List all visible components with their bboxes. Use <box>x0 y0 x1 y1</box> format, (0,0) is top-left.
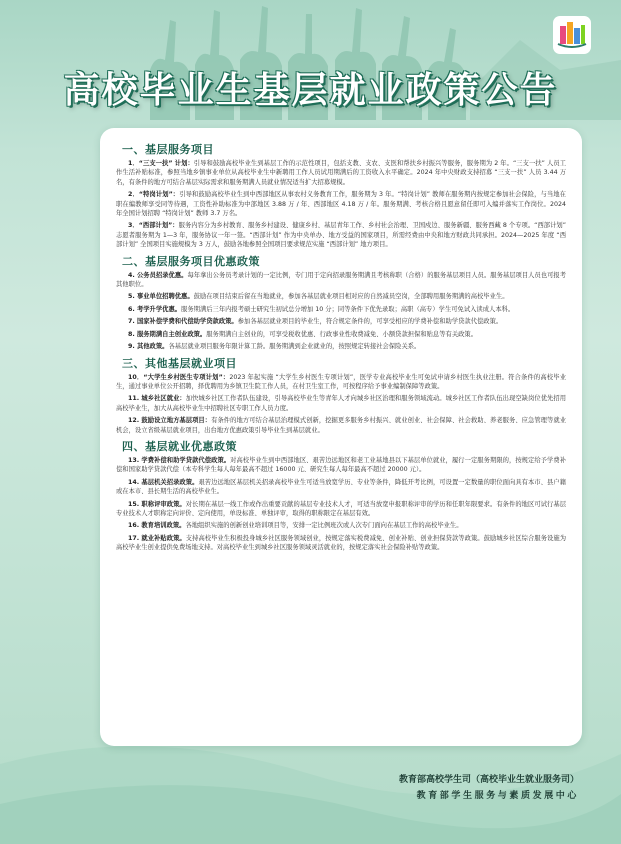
section-heading: 一、基层服务项目 <box>122 143 214 156</box>
policy-item-text: 各地组织实施的创新创业培训项目等，安排一定比例班次或人次专门面向在基层工作的高校毕业生。 <box>185 522 463 530</box>
policy-item-text: 有条件的地方可结合基层治理模式创新，挖掘更多服务乡村振兴、就业创业、社会保障、社会救助、养老服务、应急管理等就业机会，设立省级基层就业项目，出台地方优惠政策引导毕业生到基层就业。 <box>116 417 566 434</box>
policy-item-lead: 9. 其他政策。 <box>128 343 169 351</box>
policy-item-lead: 4. 公务员招录优惠。 <box>128 271 188 279</box>
policy-item-lead: 12. 鼓励设立地方基层项目： <box>128 417 212 425</box>
graduation-logo <box>553 16 591 54</box>
policy-item <box>116 478 566 497</box>
policy-item <box>116 271 566 290</box>
issuer-line-1: 教育部高校学生司（高校毕业生就业服务司） <box>398 775 579 785</box>
policy-item-text: 对长期在基层一线工作或作出重要贡献的基层专业技术人才，可适当放宽申报职称评审的学历和任职年限要求。有条件的地区可试行基层专业技术人才职称定向评价、定向使用，单设标准、单独评审，取得的职称限定在基层有效。 <box>116 500 566 517</box>
policy-item <box>116 190 566 218</box>
policy-item-lead: 10．“大学生乡村医生专项计划”： <box>128 373 230 381</box>
announcement-card <box>100 128 582 746</box>
policy-item-lead: 14. 基层机关招录政策。 <box>128 478 199 486</box>
policy-item <box>116 416 566 435</box>
policy-item-lead: 2．“特岗计划”： <box>128 191 180 199</box>
policy-item <box>116 521 566 530</box>
policy-item <box>116 534 566 553</box>
policy-item-text: 服务期满后三年内报考硕士研究生初试总分增加 10 分；同等条件下优先录取；高职（高专）学生可免试入读成人本科。 <box>181 305 515 313</box>
policy-item-text: 鼓励在项目结束后留在当地就业，参加各基层就业项目相对应的自然减员空岗，全部聘用服务期满的高校毕业生。 <box>193 293 509 301</box>
policy-item-lead: 7. 国家补偿学费和代偿助学贷款政策。 <box>128 318 238 326</box>
policy-item-text: 各基层就业项目服务年限计算工龄。服务期满到企业就业的，按照规定转接社会保险关系。 <box>168 343 421 351</box>
policy-item-text: 参加各基层就业项目的毕业生，符合规定条件的，可享受相应的学费补偿和助学贷款代偿政策。 <box>237 318 503 326</box>
policy-item-text: 服务期满自主创业的，可享受税收优惠、行政事业性收费减免、小额贷款担保和贴息等有关政策。 <box>206 330 477 338</box>
policy-item-lead: 6. 考学升学优惠。 <box>128 305 182 313</box>
policy-item <box>116 317 566 326</box>
policy-item <box>116 159 566 187</box>
policy-item-lead: 11. 城乡社区就业： <box>128 395 186 403</box>
section-heading: 二、基层服务项目优惠政策 <box>122 254 260 268</box>
policy-item <box>116 292 566 301</box>
policy-item <box>116 500 566 519</box>
policy-item <box>116 373 566 392</box>
policy-item-text: 每年拿出公务员考录计划的一定比例，专门用于定向招录服务期满且考核称职（合格）的服务基层项目人员。服务基层项目人员也可报考其他职位。 <box>116 271 566 289</box>
policy-item-text: 2023 年起实施 “大学生乡村医生专项计划”，医学专业高校毕业生可免试申请乡村医生执业注册。符合条件的高校毕业生，通过事业单位公开招聘，择优聘用为乡镇卫生院工作人员，在村卫生室工作，可按程序给予事业编制保障等政策。 <box>116 373 566 390</box>
policy-item-text: 对高校毕业生到中西部地区、艰苦边远地区和老工业基地县以下基层单位就业，履行一定服务期限的，按规定给予学费补偿和国家助学贷款代偿（本专科学生每人每年最高不超过 16000 元、研究生每人每年最高不超过 20000 元）。 <box>116 456 566 474</box>
policy-item-text: 加快城乡社区工作者队伍建设，引导高校毕业生等青年人才向城乡社区治理和服务领域流动。城乡社区工作者队伍出现空缺岗位优先招用高校毕业生，加大从高校毕业生中招聘社区专职工作人员力度。 <box>116 395 566 412</box>
policy-item-lead: 3．“西部计划”： <box>128 222 179 230</box>
page-title: 高校毕业生基层就业政策公告 <box>63 69 558 111</box>
issuer-footer <box>399 772 579 804</box>
section-heading: 四、基层就业优惠政策 <box>122 439 237 453</box>
policy-item <box>116 394 566 413</box>
section-heading: 三、其他基层就业项目 <box>122 356 237 370</box>
policy-item-lead: 5. 事业单位招聘优惠。 <box>128 293 194 301</box>
policy-item-text: 引导和鼓励高校毕业生到基层工作的示范性项目，包括支教、支农、支医和帮扶乡村振兴等服务，服务期为 2 年。“三支一扶” 人员工作生活补贴标准，参照当地乡镇事业单位从高校毕业生中新聘用工作人员试用期满后的工资收入水平确定。2024 年中央财政支持招募 “三支一扶” 人员 3.44 万名，有条件的地方可结合基层实际需求和服务期满人员就业情况适当扩大招募规模。 <box>116 160 566 186</box>
policy-item-lead: 17. 就业补贴政策。 <box>128 534 186 542</box>
policy-item <box>116 221 566 249</box>
policy-item <box>116 342 566 351</box>
issuer-line-2: 教育部学生服务与素质发展中心 <box>416 791 579 801</box>
policy-item-lead: 1．“三支一扶” 计划： <box>128 160 194 167</box>
policy-item-lead: 13. 学费补偿和助学贷款代偿政策。 <box>128 456 231 464</box>
policy-item-text: 引导和鼓励高校毕业生到中西部地区从事农村义务教育工作，服务期为 3 年。“特岗计划” 教师在服务期内按规定参加社会保险，与当地在职在编教师享受同等待遇，工资性补助标准为中部地区 3.88 万 / 年、西部地区 4.18 万 / 年。服务期满、考核合格且愿意留任即可入编并落实工作岗位。2024 年全国计划招聘 “特岗计划” 教师 3.7 万名。 <box>116 191 566 218</box>
policy-item <box>116 305 566 314</box>
policy-item-text: 服务内容分为乡村教育、服务乡村建设、健康乡村、基层青年工作、乡村社会治理、卫国戍边、服务新疆、服务西藏 8 个专项。“西部计划” 志愿者服务期为 1—3 年，服务协议一年一签。“西部计划” 作为中央单办、地方受益的国家项目，所需经费由中央和地方财政共同承担。2024—2025 年度 “西部计划” 全国项目实施规模为 3 万人，鼓励各地参照全国项目要求规范实施 “西部计划” 地方项目。 <box>116 222 566 249</box>
policy-item-text: 支持高校毕业生积极投身城乡社区服务领域创业，按规定落实税费减免、创业补贴、创业担保贷款等政策。鼓励城乡社区综合服务设施为高校毕业生创业提供免费场地支持。对高校毕业生到城乡社区服务领域灵活就业的，按规定落实社会保险补贴等政策。 <box>116 534 566 552</box>
policy-item-text: 艰苦边远地区基层机关招录高校毕业生可适当放宽学历、专业等条件，降低开考比例，可设置一定数量的职位面向具有本市、县户籍或在本市、县长期生活的高校毕业生。 <box>116 478 566 496</box>
policy-item <box>116 330 566 339</box>
policy-item <box>116 456 566 475</box>
policy-item-lead: 16. 教育培训政策。 <box>128 522 186 530</box>
policy-item-lead: 15. 职称评审政策。 <box>128 500 186 508</box>
policy-item-lead: 8. 服务期满自主创业政策。 <box>128 330 207 338</box>
